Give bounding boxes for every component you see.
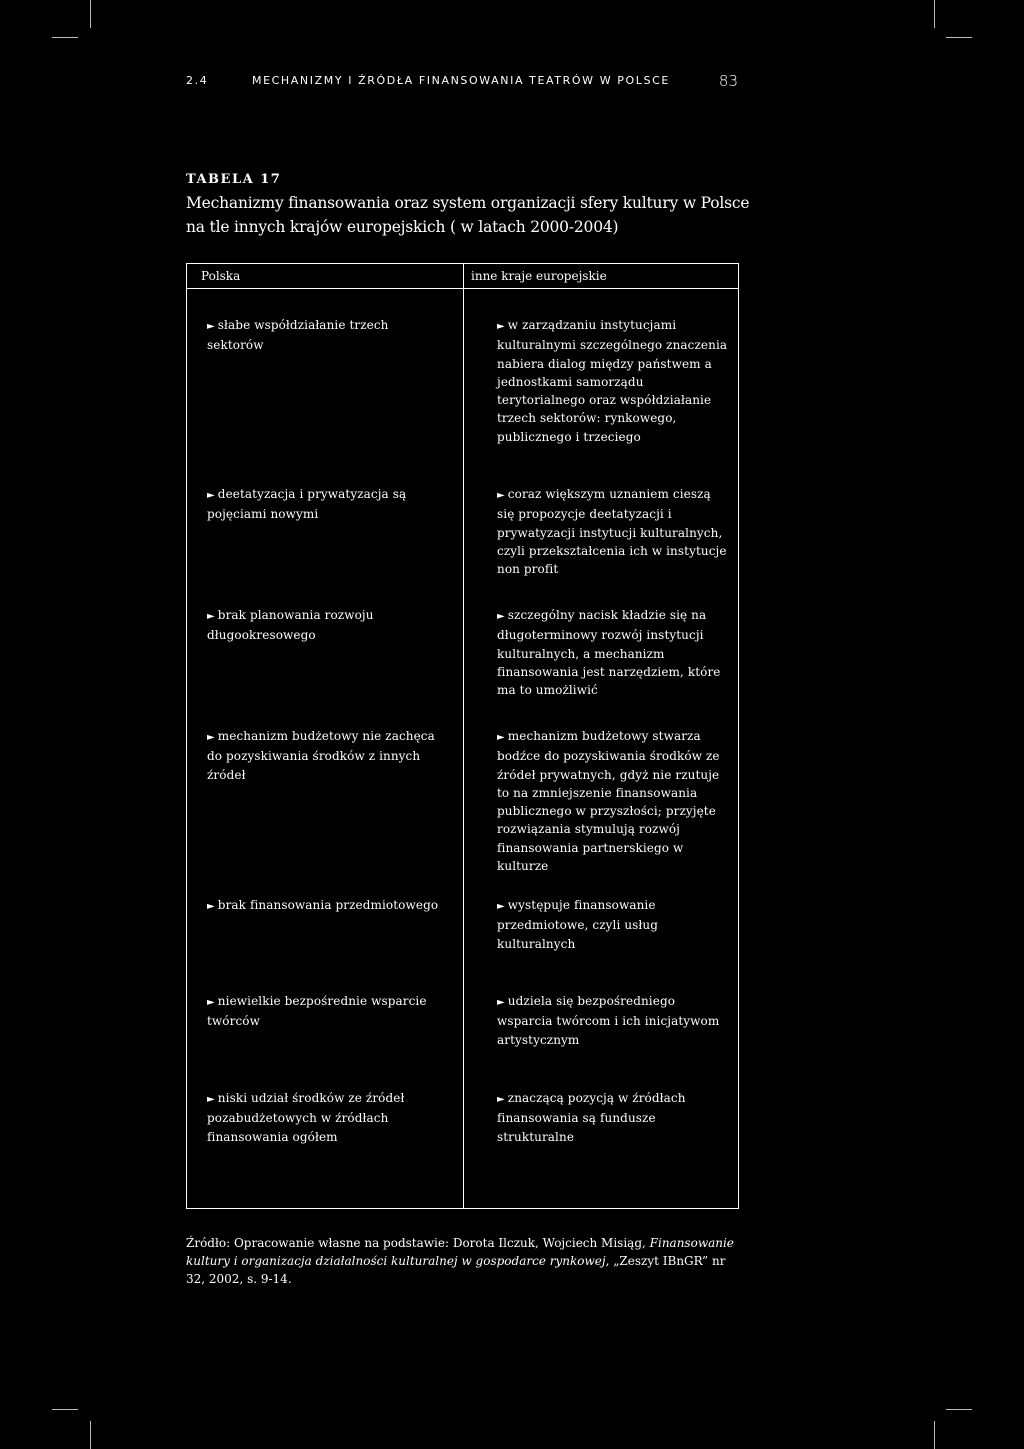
arrow-right-icon: ► — [497, 901, 505, 912]
crop-mark — [934, 1421, 935, 1449]
arrow-right-icon: ► — [207, 997, 215, 1008]
table-cell-right: ► coraz większym uznaniem cieszą się propozycje deetatyzacji i prywatyzacji instytucji kulturalnych, czyli przekształcenia ich w instytucje non profit — [497, 487, 727, 577]
table-title: Mechanizmy finansowania oraz system organizacji sfery kultury w Polsce na tle innych krajów europejskich ( w latach 2000-2004) — [186, 194, 750, 236]
crop-mark — [934, 0, 935, 28]
table-cell-left: ► niewielkie bezpośrednie wsparcie twórców — [207, 994, 427, 1029]
arrow-right-icon: ► — [207, 901, 215, 912]
table-cell-right: ► mechanizm budżetowy stwarza bodźce do pozyskiwania środków ze źródeł prywatnych, gdyż nie rzutuje to na zmniejszenie finansowania publicznego w przyszłości; przyjęte rozwiązania stymulują rozwój finansowania partnerskiego w kulturze — [497, 729, 720, 874]
arrow-right-icon: ► — [207, 490, 215, 501]
table-cell-left: ► deetatyzacja i prywatyzacja są pojęciami nowymi — [207, 487, 407, 522]
table-cell-right: ► udziela się bezpośredniego wsparcia twórcom i ich inicjatywom artystycznym — [497, 994, 720, 1047]
table-cell-left: ► niski udział środków ze źródeł pozabudżetowych w źródłach finansowania ogółem — [207, 1091, 405, 1144]
arrow-right-icon: ► — [497, 611, 505, 622]
table-cell-right: ► w zarządzaniu instytucjami kulturalnymi szczególnego znaczenia nabiera dialog między państwem a jednostkami samorządu terytorialnego oraz współdziałanie trzech sektorów: rynkowego, publicznego i trzeciego — [497, 318, 728, 444]
source-note: Źródło: Opracowanie własne na podstawie: Dorota Ilczuk, Wojciech Misiąg, Finansowanie kultury i organizacja działalności kulturalnej w gospodarce rynkowej, „Zeszyt IBnGR” nr 32, 2002, s. 9-14. — [186, 1236, 734, 1286]
table-cell-right: ► znaczącą pozycją w źródłach finansowania są fundusze strukturalne — [497, 1091, 686, 1144]
header-divider — [187, 288, 738, 289]
source-title: Finansowanie kultury i organizacja działalności kulturalnej w gospodarce rynkowej — [186, 1236, 734, 1268]
arrow-right-icon: ► — [207, 1094, 215, 1105]
arrow-right-icon: ► — [207, 611, 215, 622]
arrow-right-icon: ► — [207, 321, 215, 332]
table-cell-left: ► słabe współdziałanie trzech sektorów — [207, 318, 389, 353]
section-number: 2.4 — [186, 74, 209, 87]
arrow-right-icon: ► — [497, 997, 505, 1008]
crop-mark — [52, 1409, 78, 1410]
page-number: 83 — [718, 72, 738, 90]
crop-mark — [946, 1409, 972, 1410]
table-label: TABELA 17 — [186, 172, 282, 187]
crop-mark — [946, 37, 972, 38]
crop-mark — [52, 37, 78, 38]
chapter-title: MECHANIZMY I ŹRÓDŁA FINANSOWANIA TEATRÓW W POLSCE — [252, 74, 670, 87]
crop-mark — [90, 1421, 91, 1449]
table-cell-left: ► mechanizm budżetowy nie zachęca do pozyskiwania środków z innych źródeł — [207, 729, 435, 782]
arrow-right-icon: ► — [497, 1094, 505, 1105]
arrow-right-icon: ► — [207, 732, 215, 743]
arrow-right-icon: ► — [497, 490, 505, 501]
table-cell-right: ► występuje finansowanie przedmiotowe, czyli usług kulturalnych — [497, 898, 659, 951]
column-header-europe: inne kraje europejskie — [471, 269, 607, 283]
arrow-right-icon: ► — [497, 732, 505, 743]
column-divider — [463, 264, 464, 1208]
table-cell-left: ► brak finansowania przedmiotowego — [207, 898, 439, 912]
table-cell-right: ► szczególny nacisk kładzie się na długoterminowy rozwój instytucji kulturalnych, a mechanizm finansowania jest narzędziem, które ma to umożliwić — [497, 608, 721, 698]
column-header-polska: Polska — [201, 269, 241, 283]
crop-mark — [90, 0, 91, 28]
table-cell-left: ► brak planowania rozwoju długookresowego — [207, 608, 374, 643]
arrow-right-icon: ► — [497, 321, 505, 332]
